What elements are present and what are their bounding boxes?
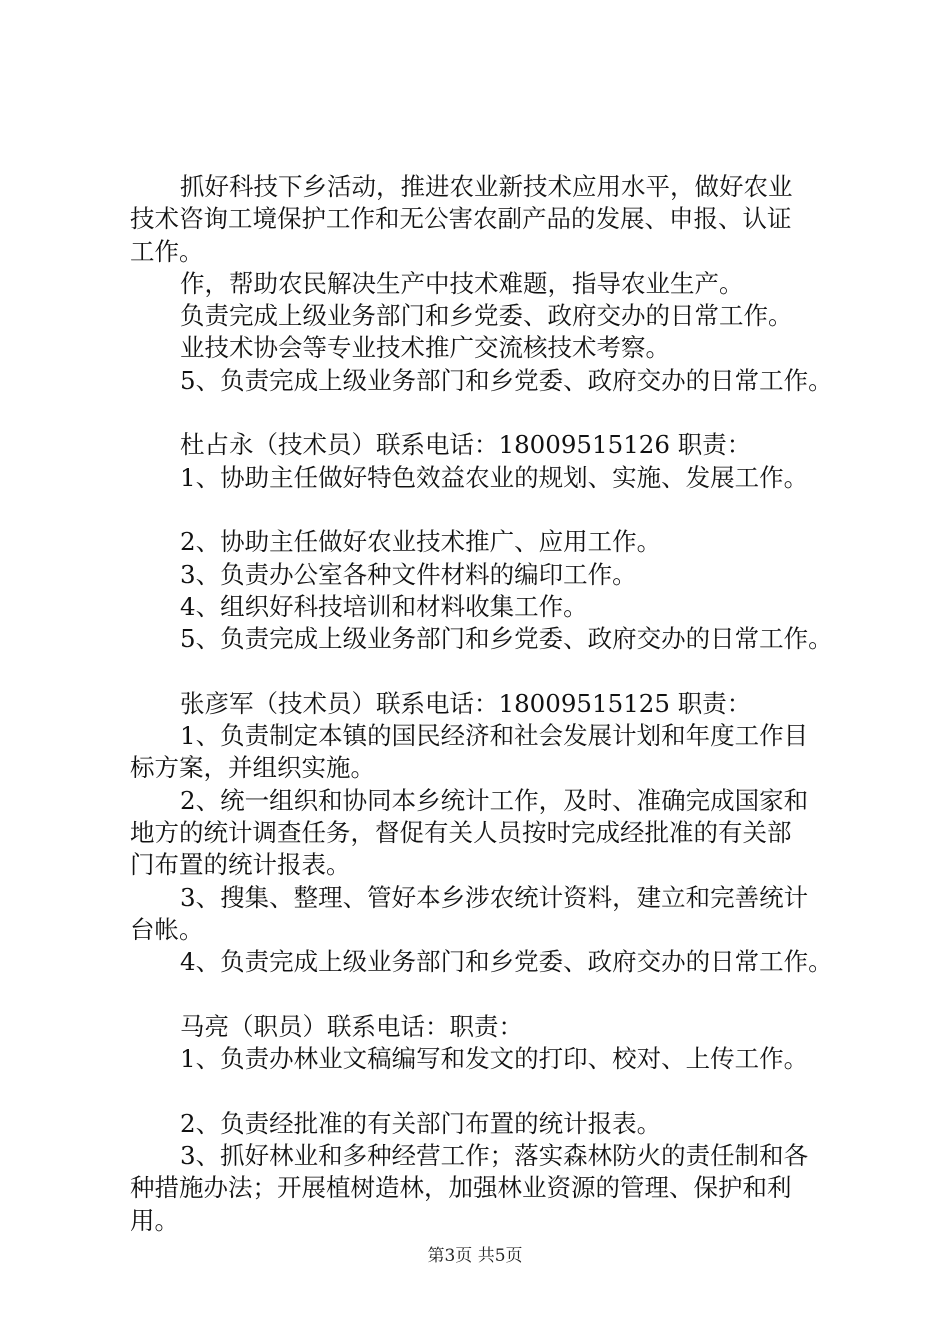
text-line: 地方的统计调查任务，督促有关人员按时完成经批准的有关部: [130, 817, 792, 847]
text-line: 4、组织好科技培训和材料收集工作。: [180, 591, 588, 621]
paragraph-spacer: [130, 655, 855, 687]
text-line: 2、统一组织和协同本乡统计工作，及时、准确完成国家和: [180, 785, 809, 815]
text-line: 门布置的统计报表。: [130, 850, 351, 880]
text-line: 台帐。: [130, 914, 204, 944]
text-line: 工作。: [130, 236, 204, 266]
text-line: 张彦军（技术员）联系电话：18009515125 职责：: [180, 688, 752, 718]
text-line: 5、负责完成上级业务部门和乡党委、政府交办的日常工作。: [180, 624, 833, 654]
text-line: 1、负责制定本镇的国民经济和社会发展计划和年度工作目: [180, 721, 809, 751]
paragraph-spacer: [130, 1075, 855, 1107]
text-line: 马亮（职员）联系电话：职责：: [180, 1011, 523, 1041]
text-line: 抓好科技下乡活动，推进农业新技术应用水平，做好农业: [180, 172, 793, 201]
document-body: [130, 171, 855, 1237]
text-line: 业技术协会等专业技术推广交流核技术考察。: [180, 333, 670, 363]
text-line: 种措施办法；开展植树造林，加强林业资源的管理、保护和利: [130, 1173, 792, 1203]
text-line: 3、负责办公室各种文件材料的编印工作。: [180, 559, 637, 589]
text-line: 2、协助主任做好农业技术推广、应用工作。: [180, 527, 662, 557]
page-footer: 第3页 共5页: [427, 1246, 523, 1266]
text-line: 1、负责办林业文稿编写和发文的打印、校对、上传工作。: [180, 1044, 809, 1074]
text-line: 杜占永（技术员）联系电话：18009515126 职责：: [180, 430, 752, 460]
text-line: 负责完成上级业务部门和乡党委、政府交办的日常工作。: [180, 301, 793, 331]
paragraph-spacer: [130, 978, 855, 1010]
text-line: 3、搜集、整理、管好本乡涉农统计资料，建立和完善统计: [180, 882, 809, 912]
text-line: 作，帮助农民解决生产中技术难题，指导农业生产。: [180, 268, 744, 298]
paragraph-spacer: [130, 494, 855, 526]
paragraph-spacer: [130, 397, 855, 429]
text-line: 3、抓好林业和多种经营工作；落实森林防火的责任制和各: [180, 1140, 809, 1170]
text-line: 2、负责经批准的有关部门布置的统计报表。: [180, 1108, 662, 1138]
text-line: 4、负责完成上级业务部门和乡党委、政府交办的日常工作。: [180, 947, 833, 977]
text-line: 用。: [130, 1205, 179, 1235]
text-line: 标方案，并组织实施。: [130, 753, 375, 783]
text-line: 1、协助主任做好特色效益农业的规划、实施、发展工作。: [180, 462, 809, 492]
text-line: 技术咨询工境保护工作和无公害农副产品的发展、申报、认证: [130, 204, 792, 234]
text-line: 5、负责完成上级业务部门和乡党委、政府交办的日常工作。: [180, 365, 833, 395]
